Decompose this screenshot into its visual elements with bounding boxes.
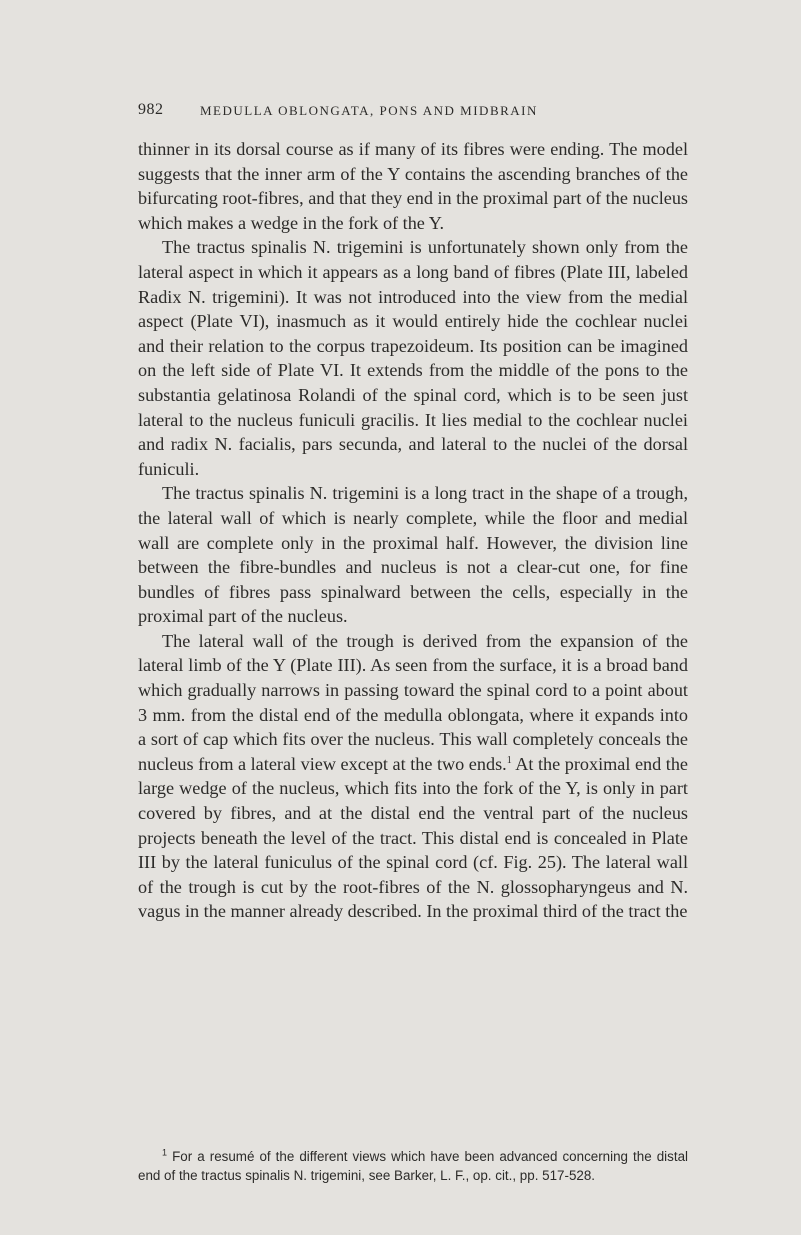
paragraph-4 bbox=[138, 629, 688, 924]
paragraph-1: thinner in its dorsal course as if many of its fibres were ending. The model suggests that the inner arm of the Y contains the ascending branches of the bifurcating root-fibres, and that they end in the proximal part of the nucleus which makes a wedge in the fork of the Y. bbox=[138, 139, 689, 233]
body-text bbox=[138, 137, 688, 924]
footnote-mark: 1 bbox=[162, 1147, 168, 1158]
paragraph-4-part-1: The lateral wall of the trough is derived from the expansion of the lateral limb of the Y (Plate III). As seen from the surface, it is a broad band which gradually narrows in passing toward the spinal cord to a point about 3 mm. from the distal end of the medulla oblongata, where it expands into a sort of cap which fits over the nucleus. This wall completely conceals the nucleus from a lateral view except at the two ends. bbox=[138, 630, 688, 774]
running-head: MEDULLA OBLONGATA, PONS AND MIDBRAIN bbox=[200, 103, 538, 118]
paragraph-2: The tractus spinalis N. trigemini is unfortunately shown only from the lateral aspect in which it appears as a long band of fibres (Plate III, labeled Radix N. trigemini). It was not introduced into the view from the medial aspect (Plate VI), inasmuch as it would entirely hide the cochlear nuclei and their relation to the corpus trapezoideum. Its position can be imagined on the left side of Plate VI. It extends from the middle of the pons to the substantia gelatinosa Rolandi of the spinal cord, which is to be seen just lateral to the nucleus funiculi gracilis. It lies medial to the cochlear nuclei and radix N. facialis, pars secunda, and lateral to the nuclei of the dorsal funiculi. bbox=[138, 237, 688, 479]
paragraph-4-part-2: At the proximal end the large wedge of the nucleus, which fits into the fork of the Y, is only in part covered by fibres, and at the distal end the ventral part of the nucleus projects beneath the level of the tract. This distal end is concealed in Plate III by the lateral funiculus of the spinal cord (cf. Fig. 25). The lateral wall of the trough is cut by the root-fibres of the N. glossopharyngeus and N. vagus in the manner already described. In the proximal third of the tract the bbox=[138, 753, 688, 922]
page-header bbox=[138, 101, 698, 125]
footnote-text: For a resumé of the different views which have been advanced concerning the distal end of the tractus spinalis N. trigemini, see Barker, L. F., op. cit., pp. 517-528. bbox=[138, 1149, 688, 1183]
footnote-reference[interactable]: 1 bbox=[506, 754, 512, 766]
paragraph-3: The tractus spinalis N. trigemini is a long tract in the shape of a trough, the lateral wall of which is nearly complete, while the floor and medial wall are complete only in the proximal half. However, the division line between the fibre-bundles and nucleus is not a clear-cut one, for fine bundles of fibres pass spinalward between the cells, especially in the proximal part of the nucleus. bbox=[138, 483, 688, 627]
page-number: 982 bbox=[138, 101, 164, 118]
footnote bbox=[138, 1147, 688, 1185]
